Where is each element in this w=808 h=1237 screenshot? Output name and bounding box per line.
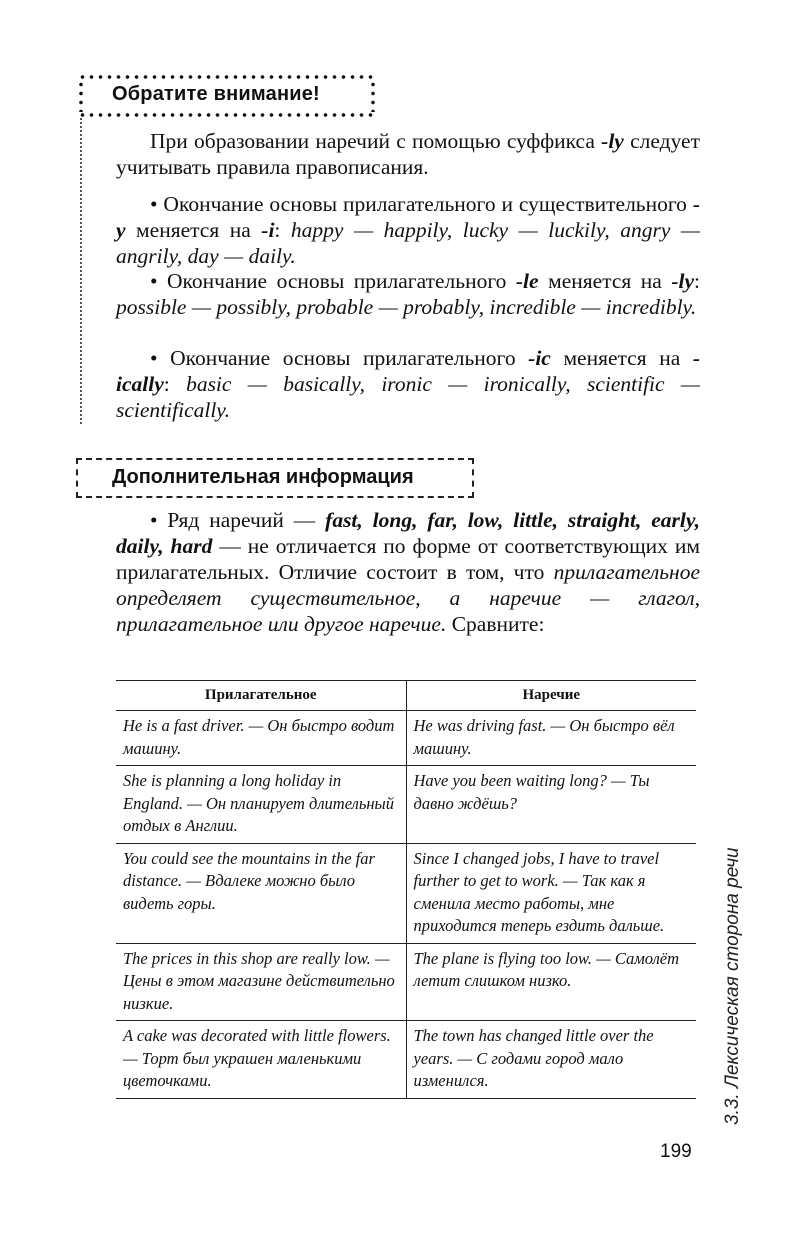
table-header-row	[116, 681, 696, 711]
table-row	[116, 843, 696, 943]
section-caption: 3.3. Лексическая сторона речи	[722, 847, 743, 1125]
table-row	[116, 711, 696, 766]
cell-adjective: A cake was decorated with little flowers. — Торт был украшен маленькими цветочками.	[116, 1021, 406, 1099]
rule-le-to-ly: • Окончание основы прилагательного -le меняется на -ly: possible — possibly, probable — probably, incredible — incredibly.	[116, 269, 700, 319]
extra-info-title: Дополнительная информация	[112, 466, 414, 488]
attention-box-header	[78, 74, 376, 118]
cell-adverb: Since I changed jobs, I have to travel further to get to work. — Так как я сменила место работы, мне приходится теперь ездить дальше.	[406, 843, 696, 943]
attention-intro: При образовании наречий с помощью суффикса -ly следует учитывать правила правописания.	[116, 129, 700, 179]
header-adverb: Наречие	[406, 681, 696, 711]
header-adjective: Прилагательное	[116, 681, 406, 711]
cell-adjective: He is a fast driver. — Он быстро водит машину.	[116, 711, 406, 766]
table-row	[116, 943, 696, 1021]
cell-adverb: Have you been waiting long? — Ты давно ждёшь?	[406, 766, 696, 844]
extra-info-header	[76, 458, 474, 498]
cell-adjective: You could see the mountains in the far distance. — Вдалеке можно было видеть горы.	[116, 843, 406, 943]
rule-ic-to-ically: • Окончание основы прилагательного -ic меняется на -ically: basic — basically, ironic — ironically, scientific — scientifically.	[116, 346, 700, 422]
attention-rail	[80, 118, 82, 424]
extra-info-paragraph: • Ряд наречий — fast, long, far, low, little, straight, early, daily, hard — не отличается по форме от соответствующих им прилагательных. Отличие состоит в том, что прилагательное определяет существительное, а наречие — глагол, прилагательное или другое наречие. Сравните:	[116, 508, 701, 636]
attention-title: Обратите внимание!	[112, 83, 320, 105]
rule-y-to-i: • Окончание основы прилагательного и существительного -y меняется на -i: happy — happily, lucky — luckily, angry — angrily, day — daily.	[116, 192, 700, 268]
cell-adverb: He was driving fast. — Он быстро вёл машину.	[406, 711, 696, 766]
comparison-table	[116, 680, 696, 1099]
cell-adverb: The town has changed little over the years. — С годами город мало изменился.	[406, 1021, 696, 1099]
table-row	[116, 1021, 696, 1099]
cell-adjective: The prices in this shop are really low. — Цены в этом магазине действительно низкие.	[116, 943, 406, 1021]
cell-adjective: She is planning a long holiday in England. — Он планирует длительный отдых в Англии.	[116, 766, 406, 844]
cell-adverb: The plane is flying too low. — Самолёт летит слишком низко.	[406, 943, 696, 1021]
page-number: 199	[660, 1141, 692, 1162]
table-row	[116, 766, 696, 844]
